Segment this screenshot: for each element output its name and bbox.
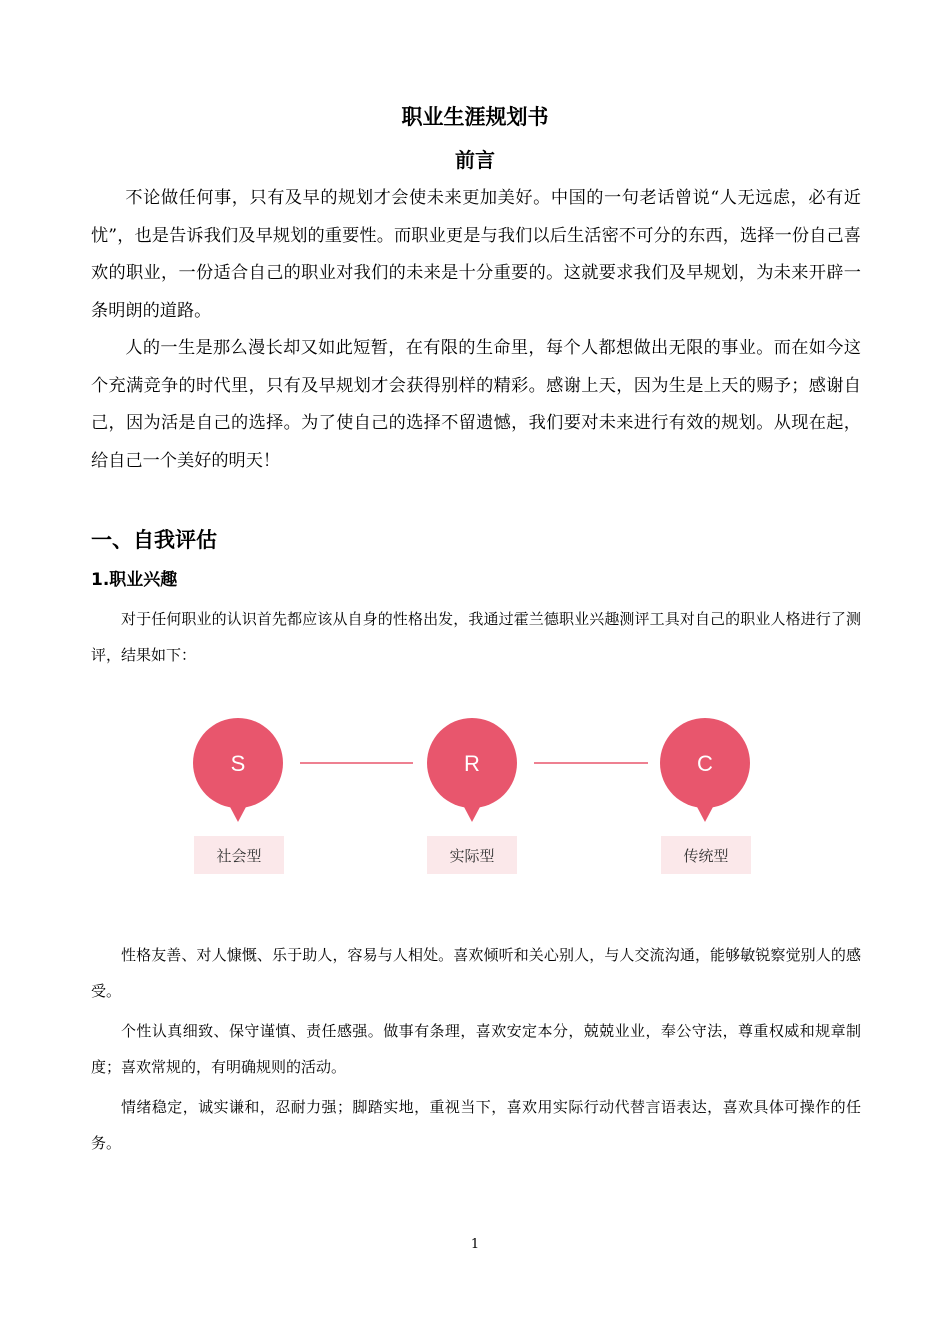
subsection-heading-career-interest: 1.职业兴趣 xyxy=(91,570,178,590)
holland-type-c xyxy=(660,718,751,874)
preface-paragraph-1: 不论做任何事，只有及早的规划才会使未来更加美好。中国的一句老话曾说“人无远虑，必有近忧”，也是告诉我们及早规划的重要性。而职业更是与我们以后生活密不可分的东西，选择一份自己喜欢的职业，一份适合自己的职业对我们的未来是十分重要的。这就要求我们及早规划，为未来开辟一条明朗的道路。 xyxy=(91,188,861,321)
type-s-letter: S xyxy=(230,751,246,776)
page-number: 1 xyxy=(470,1237,480,1252)
document-title: 职业生涯规划书 xyxy=(401,104,549,129)
type-r-letter: R xyxy=(464,751,480,776)
holland-code-diagram xyxy=(180,705,770,890)
preface-heading: 前言 xyxy=(455,148,495,172)
holland-type-s xyxy=(193,718,284,874)
holland-type-r xyxy=(427,718,517,874)
trait-paragraph-realistic: 情绪稳定，诚实谦和，忍耐力强；脚踏实地，重视当下，喜欢用实际行动代替言语表达，喜欢具体可操作的任务。 xyxy=(91,1098,861,1152)
type-r-pointer-icon xyxy=(463,805,481,822)
intro-paragraph: 对于任何职业的认识首先都应该从自身的性格出发，我通过霍兰德职业兴趣测评工具对自己的职业人格进行了测评，结果如下： xyxy=(91,610,861,664)
trait-paragraph-social: 性格友善、对人慷慨、乐于助人，容易与人相处。喜欢倾听和关心别人，与人交流沟通，能够敏锐察觉别人的感受。 xyxy=(91,946,861,1000)
type-r-label: 实际型 xyxy=(449,847,495,865)
section-heading-self-assessment: 一、自我评估 xyxy=(91,528,217,552)
type-s-pointer-icon xyxy=(229,805,247,822)
type-c-letter: C xyxy=(697,751,713,776)
type-c-pointer-icon xyxy=(696,805,714,822)
type-c-label: 传统型 xyxy=(683,847,729,865)
preface-paragraph-2: 人的一生是那么漫长却又如此短暂，在有限的生命里，每个人都想做出无限的事业。而在如今这个充满竞争的时代里，只有及早规划才会获得别样的精彩。感谢上天，因为生是上天的赐予；感谢自己，因为活是自己的选择。为了使自己的选择不留遗憾，我们要对未来进行有效的规划。从现在起，给自己一个美好的明天！ xyxy=(91,338,861,471)
trait-paragraph-conventional: 个性认真细致、保守谨慎、责任感强。做事有条理，喜欢安定本分，兢兢业业，奉公守法，尊重权威和规章制度；喜欢常规的，有明确规则的活动。 xyxy=(91,1022,861,1076)
type-s-label: 社会型 xyxy=(216,847,262,865)
